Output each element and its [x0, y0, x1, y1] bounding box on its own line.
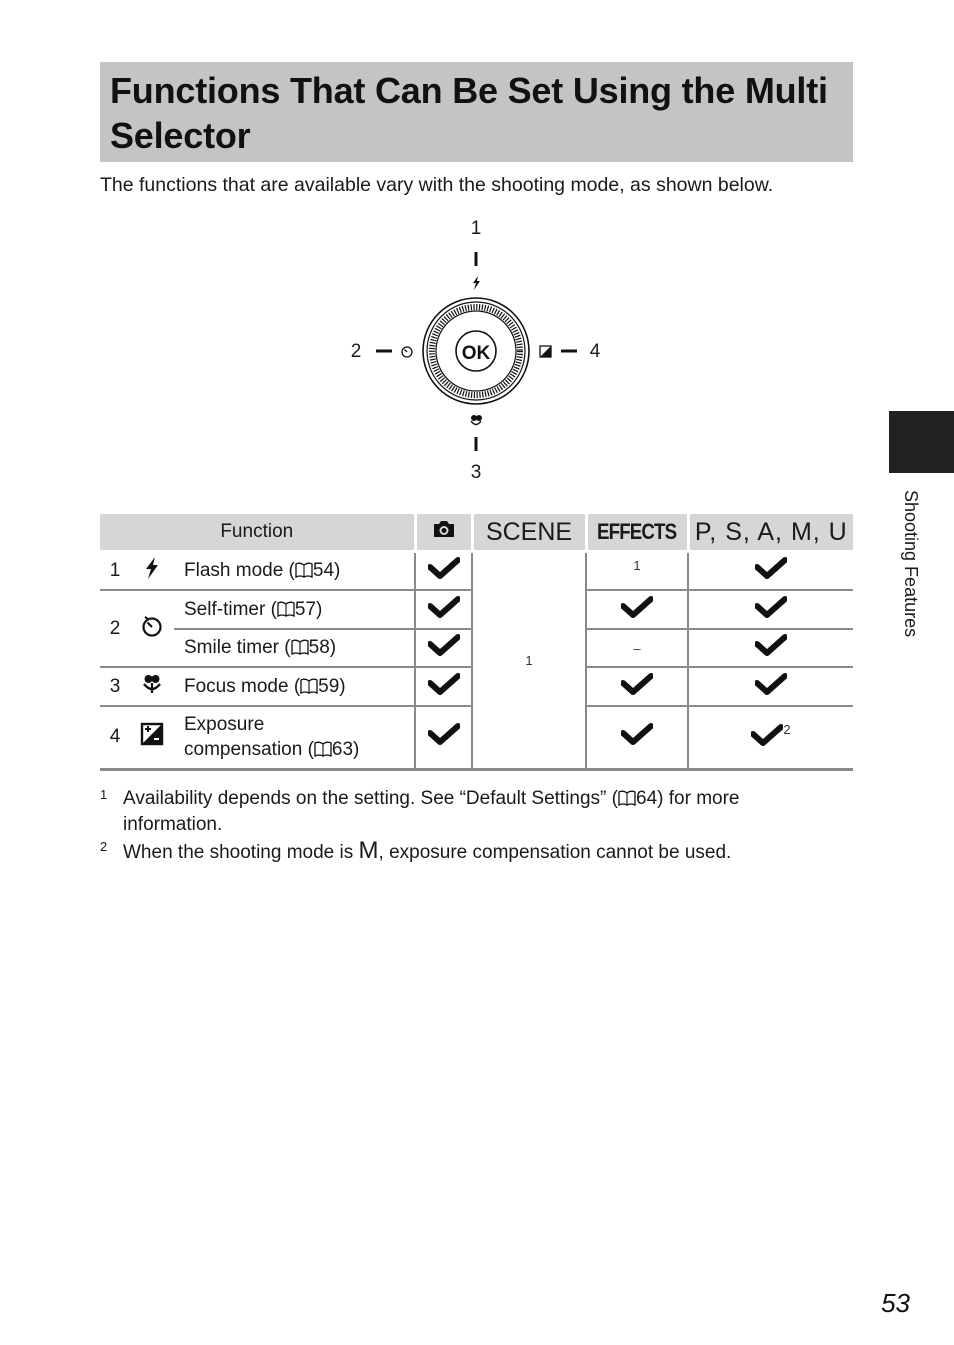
cell-psamu	[688, 667, 853, 706]
multi-selector-diagram	[300, 210, 660, 500]
book-ref-icon	[300, 678, 318, 694]
row-number: 1	[100, 552, 130, 591]
row-number: 4	[100, 706, 130, 769]
page-number: 53	[881, 1288, 910, 1318]
row-number: 2	[100, 590, 130, 667]
cell-auto	[415, 706, 472, 769]
check-icon	[428, 723, 460, 745]
book-ref-icon	[295, 562, 313, 578]
check-icon	[755, 634, 787, 656]
check-icon	[755, 596, 787, 618]
section-label: Shooting Features	[901, 490, 921, 638]
page-title: Functions That Can Be Set Using the Multi Selector	[110, 70, 828, 156]
book-ref-icon	[291, 639, 309, 655]
cell-psamu	[688, 706, 853, 769]
cell-effects	[586, 706, 688, 769]
cell-psamu	[688, 552, 853, 591]
check-icon	[428, 634, 460, 656]
flash-icon	[142, 556, 162, 580]
section-tab	[889, 411, 954, 473]
check-icon	[751, 724, 783, 746]
row-label: Exposure compensation ( 63)	[174, 706, 415, 769]
table-row	[100, 552, 853, 591]
header-scene: SCENE	[472, 514, 586, 552]
check-icon	[755, 557, 787, 579]
camera-icon	[432, 519, 456, 539]
book-ref-icon	[314, 741, 332, 757]
cell-effects	[586, 667, 688, 706]
exposure-comp-icon	[140, 722, 164, 746]
intro-text: The functions that are available vary with the shooting mode, as shown below.	[100, 174, 774, 196]
cell-scene: 1	[472, 552, 586, 770]
check-icon	[621, 596, 653, 618]
cell-effects: –	[586, 629, 688, 667]
check-icon	[621, 723, 653, 745]
check-icon	[428, 673, 460, 695]
cell-auto	[415, 552, 472, 591]
multi-selector-dial	[423, 298, 529, 404]
header-effects: EFFECTS	[586, 514, 688, 552]
macro-flower-icon	[141, 672, 163, 696]
diagram-label-down: 3	[470, 462, 482, 483]
cell-effects: 1	[586, 552, 688, 591]
row-label: Focus mode ( 59)	[174, 667, 415, 706]
header-psamu: P, S, A, M, U	[688, 514, 853, 552]
diagram-label-left: 2	[350, 341, 362, 362]
self-timer-icon	[140, 614, 164, 638]
book-ref-icon	[277, 601, 295, 617]
book-ref-icon	[618, 790, 636, 806]
cell-effects	[586, 590, 688, 629]
self-timer-icon	[402, 347, 412, 357]
exposure-comp-icon	[540, 346, 551, 357]
header-auto	[415, 514, 472, 552]
check-icon	[755, 673, 787, 695]
footnotes	[100, 786, 860, 866]
mode-m-glyph: M	[358, 837, 379, 864]
check-icon	[428, 557, 460, 579]
cell-psamu	[688, 590, 853, 629]
diagram-label-right: 4	[589, 341, 601, 362]
check-icon	[428, 596, 460, 618]
diagram-label-up: 1	[470, 218, 482, 239]
header-function: Function	[100, 514, 415, 552]
cell-auto	[415, 590, 472, 629]
check-icon	[621, 673, 653, 695]
function-table	[100, 514, 853, 771]
title-banner	[100, 62, 853, 162]
row-label: Self-timer ( 57)	[174, 590, 415, 629]
footnote-1: 1 Availability depends on the setting. See “Default Settings” ( 64) for more information.	[100, 787, 740, 835]
flash-icon	[473, 276, 480, 290]
row-number: 3	[100, 667, 130, 706]
footnote-mark: 2	[783, 722, 791, 738]
cell-auto	[415, 629, 472, 667]
row-label: Smile timer ( 58)	[174, 629, 415, 667]
footnote-2: 2 When the shooting mode is M, exposure compensation cannot be used.	[100, 837, 732, 864]
macro-flower-icon	[471, 415, 482, 425]
ok-button-label: OK	[461, 343, 491, 364]
cell-psamu	[688, 629, 853, 667]
cell-auto	[415, 667, 472, 706]
row-label: Flash mode ( 54)	[174, 552, 415, 591]
